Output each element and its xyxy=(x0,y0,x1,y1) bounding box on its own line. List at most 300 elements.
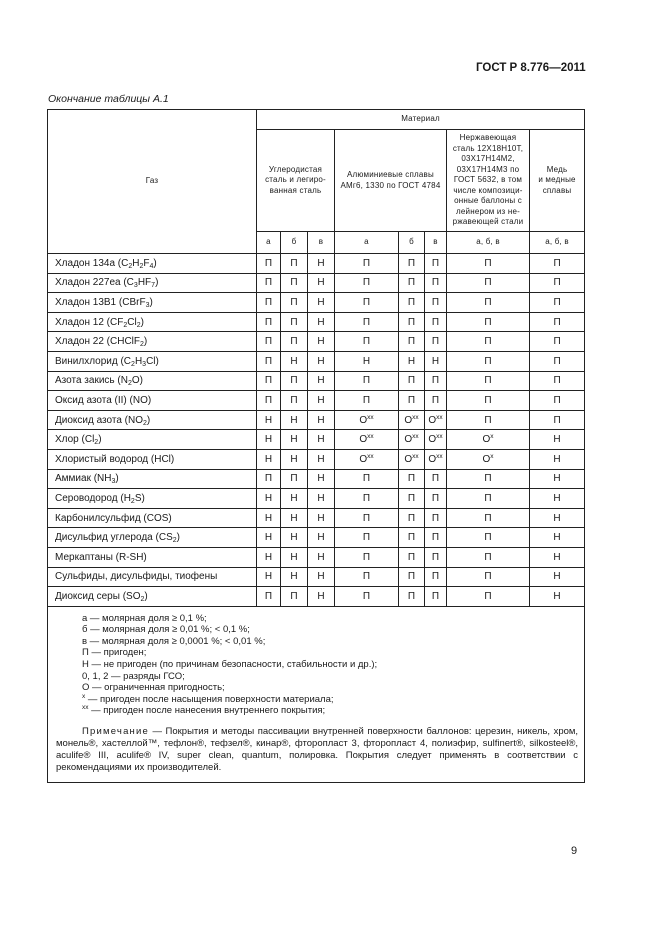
suitability-value: П xyxy=(264,257,273,269)
gas-name-cell xyxy=(48,410,257,430)
group-header-line: Нержавеющая xyxy=(459,133,517,143)
suitability-cell xyxy=(257,430,281,450)
legend-text: — пригоден после насыщения поверхности материала; xyxy=(85,693,334,705)
suitability-cell xyxy=(447,410,530,430)
suitability-value: П xyxy=(484,336,492,348)
suitability-value: О xyxy=(428,414,437,426)
suitability-cell xyxy=(281,312,308,332)
group-header-line: 03Х17Н14М2, xyxy=(461,154,515,164)
suitability-value: Н xyxy=(553,590,561,602)
gas-name-cell xyxy=(48,430,257,450)
suitability-value: П xyxy=(484,473,492,485)
suitability-value: П xyxy=(362,473,371,485)
formula-subscript: 2 xyxy=(131,360,135,368)
gas-name-part: ) xyxy=(153,257,157,269)
gas-name-part: Cl xyxy=(127,316,137,328)
suitability-value: П xyxy=(264,473,273,485)
suitability-value: П xyxy=(407,590,416,602)
suitability-cell xyxy=(425,391,447,411)
suitability-value: П xyxy=(264,277,273,289)
suitability-value: Н xyxy=(290,453,298,465)
suitability-value: Н xyxy=(317,336,325,348)
table-body xyxy=(48,254,585,607)
suitability-cell xyxy=(257,587,281,607)
group-header-line: сталь 12Х18Н10Т, xyxy=(452,143,524,153)
suitability-value: Н xyxy=(553,532,561,544)
table-row xyxy=(48,567,585,587)
gas-name-cell xyxy=(48,508,257,528)
suitability-value: Н xyxy=(317,257,325,269)
suitability-cell xyxy=(308,469,335,489)
suitability-value: П xyxy=(290,277,298,289)
suitability-value: О xyxy=(482,453,491,465)
suitability-value: Н xyxy=(317,551,325,563)
suitability-cell xyxy=(447,489,530,509)
suitability-cell xyxy=(530,469,585,489)
suitability-mark: xx xyxy=(436,452,443,460)
suitability-mark: x xyxy=(490,452,494,460)
suitability-cell xyxy=(335,547,399,567)
suitability-value: О xyxy=(359,453,368,465)
suitability-cell xyxy=(308,567,335,587)
table-row xyxy=(48,332,585,352)
table-row xyxy=(48,528,585,548)
suitability-value: П xyxy=(362,257,371,269)
suitability-cell xyxy=(257,410,281,430)
suitability-value: П xyxy=(407,316,416,328)
remark-label: Примечание xyxy=(82,726,149,738)
suitability-cell xyxy=(399,332,425,352)
group-header-line: ванная сталь xyxy=(269,185,322,195)
suitability-cell xyxy=(257,312,281,332)
subheader-cell: в xyxy=(308,232,335,254)
suitability-value: Н xyxy=(317,453,325,465)
suitability-cell xyxy=(335,449,399,469)
suitability-cell xyxy=(425,312,447,332)
suitability-value: П xyxy=(407,571,416,583)
gas-name-part: Хладон 12 (CF xyxy=(55,316,124,328)
suitability-value: П xyxy=(484,375,492,387)
formula-subscript: 2 xyxy=(140,595,145,603)
suitability-value: Н xyxy=(553,492,561,504)
suitability-value: П xyxy=(290,257,298,269)
suitability-value: Н xyxy=(317,375,325,387)
formula-subscript: 2 xyxy=(143,419,147,427)
legend-item xyxy=(82,624,578,636)
suitability-cell xyxy=(257,469,281,489)
suitability-value: П xyxy=(553,257,561,269)
formula-subscript: 2 xyxy=(128,262,133,270)
suitability-value: П xyxy=(431,375,440,387)
suitability-value: П xyxy=(431,336,440,348)
gas-name-part: Карбонилсульфид (COS) xyxy=(55,512,172,524)
suitability-value: П xyxy=(264,316,273,328)
suitability-cell xyxy=(308,332,335,352)
suitability-cell xyxy=(425,547,447,567)
suitability-cell xyxy=(335,410,399,430)
gas-name-cell xyxy=(48,351,257,371)
subheader-cell: а, б, в xyxy=(530,232,585,254)
table-caption: Окончание таблицы А.1 xyxy=(48,93,169,105)
suitability-cell xyxy=(257,371,281,391)
suitability-value: П xyxy=(290,296,298,308)
legend-text: О — ограниченная пригодность; xyxy=(82,682,225,694)
suitability-cell xyxy=(335,430,399,450)
gas-name-cell xyxy=(48,391,257,411)
suitability-value: Н xyxy=(317,434,325,446)
suitability-value: П xyxy=(362,394,371,406)
suitability-cell xyxy=(530,293,585,313)
gas-name-part: Сульфиды, дисульфиды, тиофены xyxy=(55,571,218,583)
suitability-mark: xx xyxy=(436,433,443,441)
formula-subscript: 2 xyxy=(139,262,144,270)
suitability-value: Н xyxy=(264,453,273,465)
suitability-value: П xyxy=(264,336,273,348)
suitability-cell xyxy=(425,508,447,528)
gas-name-part: Хладон 13В1 (CBrF xyxy=(55,296,146,308)
gas-name-part: Оксид азота (II) (NO) xyxy=(55,394,152,406)
gas-name-cell xyxy=(48,312,257,332)
suitability-cell xyxy=(308,430,335,450)
remark-text: — Покрытия и методы пассивации внутренней поверхности баллонов: церезин, никель, хром, монель®, хастеллой™, тефлон®, тефзел®, кинар®, фторопласт 3, фторопласт 4, полиэфир, sulfinert®, silkosteel®, aculife® III, aculife® IV, super clean, quantum, полировка. Покрытия следует применять в соответствии с рекомендациями их производителей. xyxy=(56,726,579,774)
gas-name-part: Диоксид азота (NO xyxy=(55,414,144,426)
formula-subscript: 4 xyxy=(149,262,154,270)
group-header-line: Медь xyxy=(546,164,568,174)
gas-name-cell xyxy=(48,489,257,509)
suitability-value: О xyxy=(428,434,437,446)
table-row xyxy=(48,469,585,489)
formula-subscript: 2 xyxy=(140,341,144,349)
suitability-value: П xyxy=(553,394,561,406)
subheader-cell: в xyxy=(425,232,447,254)
suitability-value: О xyxy=(404,453,413,465)
subheader-cell: а xyxy=(335,232,399,254)
suitability-value: О xyxy=(404,434,413,446)
table-row xyxy=(48,489,585,509)
suitability-cell xyxy=(425,273,447,293)
suitability-value: П xyxy=(407,551,416,563)
suitability-value: П xyxy=(431,590,440,602)
gas-name-part: ) xyxy=(98,434,102,446)
table-row xyxy=(48,587,585,607)
table-row xyxy=(48,547,585,567)
table-row xyxy=(48,293,585,313)
group-stainless-steel xyxy=(447,130,530,232)
gas-name-cell xyxy=(48,469,257,489)
suitability-value: Н xyxy=(317,316,325,328)
gas-name-cell xyxy=(48,254,257,274)
suitability-value: Н xyxy=(290,434,298,446)
suitability-value: П xyxy=(407,532,416,544)
table-row xyxy=(48,254,585,274)
suitability-value: П xyxy=(484,571,492,583)
group-header-line: лейнером из не- xyxy=(456,206,520,216)
suitability-value: Н xyxy=(317,277,325,289)
gas-name-cell xyxy=(48,587,257,607)
suitability-cell xyxy=(257,293,281,313)
subheader-cell: б xyxy=(399,232,425,254)
suitability-cell xyxy=(399,528,425,548)
suitability-cell xyxy=(447,508,530,528)
group-header-line: числе композици- xyxy=(453,185,523,195)
suitability-value: П xyxy=(290,336,298,348)
legend-text: а — молярная доля ≥ 0,1 %; xyxy=(82,612,207,624)
legend-item xyxy=(82,647,578,659)
suitability-cell xyxy=(281,469,308,489)
suitability-value: П xyxy=(362,492,371,504)
document-code: ГОСТ Р 8.776—2011 xyxy=(476,62,586,74)
suitability-value: Н xyxy=(264,571,273,583)
group-copper-alloys xyxy=(530,130,585,232)
suitability-value: Н xyxy=(290,551,298,563)
suitability-value: П xyxy=(484,414,492,426)
suitability-value: Н xyxy=(317,532,325,544)
legend-text: 0, 1, 2 — разряды ГСО; xyxy=(82,670,185,682)
suitability-value: П xyxy=(290,590,298,602)
suitability-cell xyxy=(425,587,447,607)
suitability-cell xyxy=(257,449,281,469)
suitability-value: О xyxy=(359,414,368,426)
suitability-cell xyxy=(399,312,425,332)
suitability-value: П xyxy=(553,296,561,308)
suitability-mark: xx xyxy=(412,413,419,421)
compatibility-table xyxy=(47,109,585,783)
suitability-value: П xyxy=(362,532,371,544)
table-row xyxy=(48,391,585,411)
legend-item xyxy=(82,682,578,694)
gas-name-part: Дисульфид углерода (CS xyxy=(55,532,173,544)
suitability-cell xyxy=(399,351,425,371)
legend-mark: xx xyxy=(82,704,89,712)
suitability-cell xyxy=(447,312,530,332)
suitability-cell xyxy=(447,547,530,567)
suitability-value: Н xyxy=(290,414,298,426)
suitability-value: П xyxy=(553,375,561,387)
legend-item xyxy=(82,613,578,625)
suitability-cell xyxy=(257,332,281,352)
suitability-value: П xyxy=(431,257,440,269)
suitability-value: Н xyxy=(553,473,561,485)
suitability-value: П xyxy=(431,394,440,406)
suitability-cell xyxy=(335,312,399,332)
suitability-cell xyxy=(399,489,425,509)
suitability-cell xyxy=(308,587,335,607)
suitability-cell xyxy=(530,547,585,567)
suitability-value: П xyxy=(362,316,371,328)
suitability-cell xyxy=(257,547,281,567)
gas-name-part: ) xyxy=(143,336,148,348)
suitability-value: П xyxy=(484,355,492,367)
suitability-value: О xyxy=(404,414,413,426)
suitability-cell xyxy=(425,489,447,509)
suitability-cell xyxy=(447,430,530,450)
suitability-cell xyxy=(530,430,585,450)
suitability-cell xyxy=(425,430,447,450)
suitability-cell xyxy=(447,449,530,469)
suitability-cell xyxy=(335,273,399,293)
suitability-cell xyxy=(335,469,399,489)
suitability-value: О xyxy=(428,453,437,465)
group-header-line: онные баллоны с xyxy=(454,196,522,206)
suitability-cell xyxy=(447,587,530,607)
gas-name-cell xyxy=(48,528,257,548)
suitability-cell xyxy=(281,528,308,548)
suitability-value: П xyxy=(431,277,440,289)
suitability-cell xyxy=(281,508,308,528)
group-aluminium-alloys xyxy=(335,130,447,232)
suitability-value: Н xyxy=(553,434,561,446)
subheader-cell: б xyxy=(281,232,308,254)
formula-subscript: 7 xyxy=(151,282,156,290)
gas-name-part: ) xyxy=(141,492,145,504)
suitability-value: Н xyxy=(264,434,273,446)
group-header-line: ГОСТ 5632, в том xyxy=(453,175,523,185)
suitability-value: П xyxy=(407,375,416,387)
suitability-cell xyxy=(308,254,335,274)
gas-name-part: Азота закись (N xyxy=(55,375,128,387)
suitability-value: Н xyxy=(317,492,325,504)
formula-subscript: 3 xyxy=(111,478,116,486)
suitability-cell xyxy=(447,273,530,293)
suitability-value: Н xyxy=(317,394,325,406)
suitability-cell xyxy=(281,489,308,509)
suitability-cell xyxy=(447,371,530,391)
subheader-cell: а, б, в xyxy=(447,232,530,254)
suitability-value: П xyxy=(407,394,416,406)
suitability-cell xyxy=(308,371,335,391)
legend-item xyxy=(82,694,578,706)
suitability-cell xyxy=(399,430,425,450)
suitability-cell xyxy=(425,254,447,274)
gas-header: Газ xyxy=(48,110,257,254)
formula-subscript: 2 xyxy=(94,439,99,447)
suitability-cell xyxy=(308,293,335,313)
suitability-value: Н xyxy=(317,473,325,485)
suitability-value: П xyxy=(431,492,440,504)
legend-text: П — пригоден; xyxy=(82,647,147,659)
suitability-cell xyxy=(281,430,308,450)
suitability-cell xyxy=(530,332,585,352)
suitability-value: П xyxy=(484,512,492,524)
suitability-cell xyxy=(281,449,308,469)
table-container xyxy=(47,109,584,783)
suitability-value: П xyxy=(484,394,492,406)
suitability-cell xyxy=(447,567,530,587)
formula-subscript: 2 xyxy=(136,321,141,329)
suitability-value: О xyxy=(482,434,491,446)
suitability-value: Н xyxy=(553,571,561,583)
table-row xyxy=(48,351,585,371)
suitability-cell xyxy=(530,449,585,469)
gas-name-part: F xyxy=(143,257,150,269)
gas-name-part: ) xyxy=(115,473,119,485)
suitability-value: Н xyxy=(317,355,325,367)
suitability-cell xyxy=(308,273,335,293)
formula-subscript: 2 xyxy=(127,380,132,388)
suitability-value: П xyxy=(362,551,371,563)
suitability-cell xyxy=(447,528,530,548)
suitability-cell xyxy=(447,293,530,313)
suitability-cell xyxy=(399,547,425,567)
legend-text: — пригоден после нанесения внутреннего покрытия; xyxy=(88,705,326,717)
gas-name-part: ) xyxy=(176,532,180,544)
suitability-value: П xyxy=(553,316,561,328)
suitability-cell xyxy=(399,449,425,469)
suitability-value: Н xyxy=(290,571,298,583)
gas-name-part: ) xyxy=(146,414,151,426)
suitability-cell xyxy=(530,371,585,391)
suitability-cell xyxy=(425,410,447,430)
suitability-value: П xyxy=(407,277,416,289)
suitability-value: П xyxy=(290,394,298,406)
suitability-cell xyxy=(425,293,447,313)
suitability-value: П xyxy=(362,512,371,524)
suitability-value: П xyxy=(264,296,273,308)
suitability-value: Н xyxy=(317,512,325,524)
group-header-line: ржавеющей стали xyxy=(452,217,524,227)
suitability-value: П xyxy=(484,590,492,602)
suitability-value: П xyxy=(553,336,561,348)
table-row xyxy=(48,430,585,450)
gas-name-part: ) xyxy=(140,316,144,328)
suitability-cell xyxy=(257,391,281,411)
group-header-line: 03Х17Н14М3 по xyxy=(456,164,520,174)
formula-subscript: 2 xyxy=(172,537,177,545)
gas-name-cell xyxy=(48,293,257,313)
suitability-cell xyxy=(308,410,335,430)
suitability-value: П xyxy=(407,512,416,524)
legend-item xyxy=(82,705,578,717)
legend-text: Н — не пригоден (по причинам безопасности, стабильности и др.); xyxy=(82,659,378,671)
suitability-value: П xyxy=(362,336,371,348)
suitability-cell xyxy=(425,332,447,352)
table-row xyxy=(48,312,585,332)
suitability-cell xyxy=(425,371,447,391)
suitability-cell xyxy=(399,371,425,391)
suitability-value: П xyxy=(431,571,440,583)
suitability-cell xyxy=(335,567,399,587)
suitability-mark: xx xyxy=(412,452,419,460)
suitability-cell xyxy=(335,528,399,548)
legend-text: в — молярная доля ≥ 0,0001 %; < 0,01 %; xyxy=(82,635,266,647)
gas-name-part: Cl xyxy=(146,355,156,367)
suitability-cell xyxy=(335,391,399,411)
gas-name-part: Аммиак (NH xyxy=(55,473,112,485)
gas-name-part: S xyxy=(134,492,142,504)
suitability-cell xyxy=(335,293,399,313)
gas-name-cell xyxy=(48,567,257,587)
suitability-cell xyxy=(399,254,425,274)
suitability-cell xyxy=(425,469,447,489)
suitability-value: П xyxy=(407,257,416,269)
gas-name-part: Винилхлорид (C xyxy=(55,355,132,367)
suitability-value: П xyxy=(264,590,273,602)
suitability-cell xyxy=(530,391,585,411)
suitability-value: Н xyxy=(553,453,561,465)
suitability-value: Н xyxy=(290,532,298,544)
group-header-line: Углеродистая xyxy=(268,164,323,174)
gas-name-part: ) xyxy=(155,277,159,289)
suitability-value: Н xyxy=(317,414,325,426)
notes-cell xyxy=(48,606,585,782)
formula-subscript: 2 xyxy=(130,497,135,505)
suitability-cell xyxy=(530,410,585,430)
suitability-value: Н xyxy=(553,551,561,563)
suitability-value: Н xyxy=(407,355,416,367)
suitability-value: Н xyxy=(290,355,298,367)
suitability-cell xyxy=(399,410,425,430)
suitability-cell xyxy=(308,528,335,548)
